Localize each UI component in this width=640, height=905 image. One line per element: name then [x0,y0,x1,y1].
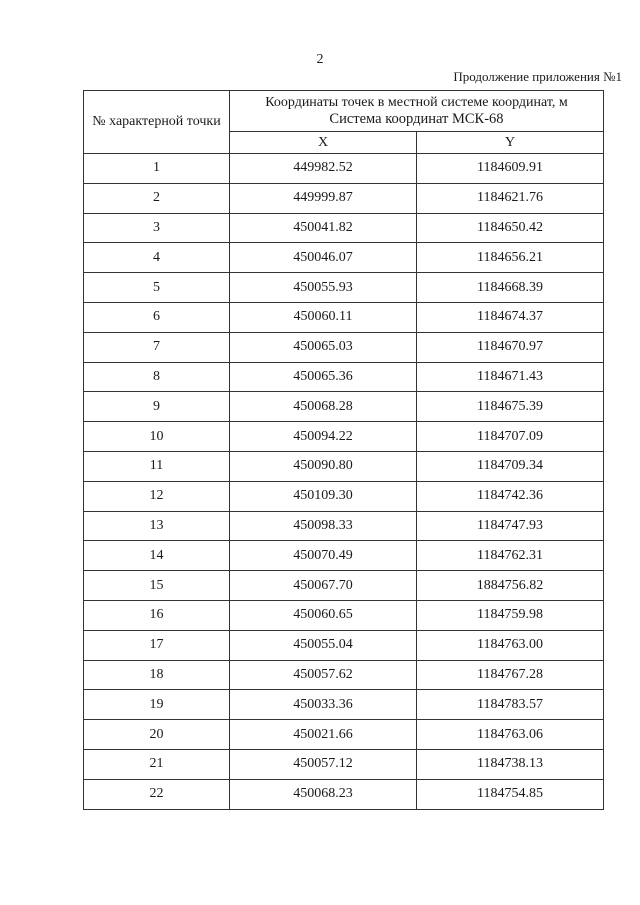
point-number-cell: 17 [84,630,230,660]
point-number-cell: 19 [84,690,230,720]
header-x: X [230,132,417,154]
y-coordinate-cell: 1184783.57 [417,690,604,720]
table-row [84,451,604,481]
x-coordinate-cell: 450109.30 [230,481,417,511]
y-coordinate-cell: 1184675.39 [417,392,604,422]
x-coordinate-cell: 450065.36 [230,362,417,392]
y-coordinate-cell: 1184754.85 [417,779,604,809]
point-number-cell: 3 [84,213,230,243]
y-coordinate-cell: 1184759.98 [417,600,604,630]
x-coordinate-cell: 450060.65 [230,600,417,630]
y-coordinate-cell: 1184709.34 [417,451,604,481]
table-row [84,362,604,392]
point-number-cell: 11 [84,451,230,481]
point-number-cell: 21 [84,749,230,779]
x-coordinate-cell: 450067.70 [230,571,417,601]
y-coordinate-cell: 1184621.76 [417,183,604,213]
y-coordinate-cell: 1184763.00 [417,630,604,660]
y-coordinate-cell: 1184674.37 [417,302,604,332]
table-row [84,302,604,332]
point-number-cell: 18 [84,660,230,690]
point-number-cell: 14 [84,541,230,571]
x-coordinate-cell: 450098.33 [230,511,417,541]
x-coordinate-cell: 450057.62 [230,660,417,690]
table-row [84,630,604,660]
y-coordinate-cell: 1184738.13 [417,749,604,779]
x-coordinate-cell: 449982.52 [230,154,417,184]
table-row [84,720,604,750]
header-coordinate-system: Система координат МСК-68 [329,111,504,127]
table-row [84,422,604,452]
y-coordinate-cell: 1184747.93 [417,511,604,541]
point-number-cell: 12 [84,481,230,511]
y-coordinate-cell: 1184767.28 [417,660,604,690]
point-number-cell: 10 [84,422,230,452]
y-coordinate-cell: 1184671.43 [417,362,604,392]
table-row [84,392,604,422]
point-number-cell: 16 [84,600,230,630]
y-coordinate-cell: 1884756.82 [417,571,604,601]
table-row [84,511,604,541]
x-coordinate-cell: 450068.28 [230,392,417,422]
page-number: 2 [316,52,324,67]
point-number-cell: 15 [84,571,230,601]
table-row [84,600,604,630]
point-number-cell: 13 [84,511,230,541]
x-coordinate-cell: 450065.03 [230,332,417,362]
point-number-cell: 7 [84,332,230,362]
point-number-cell: 9 [84,392,230,422]
header-coordinates [230,91,604,132]
table-row [84,690,604,720]
y-coordinate-cell: 1184650.42 [417,213,604,243]
point-number-cell: 20 [84,720,230,750]
table-row [84,273,604,303]
x-coordinate-cell: 450070.49 [230,541,417,571]
y-coordinate-cell: 1184668.39 [417,273,604,303]
table-row [84,183,604,213]
x-coordinate-cell: 450055.93 [230,273,417,303]
table-row [84,154,604,184]
table-row [84,749,604,779]
point-number-cell: 4 [84,243,230,273]
header-y: Y [417,132,604,154]
appendix-label: Продолжение приложения №1 [453,69,622,84]
y-coordinate-cell: 1184656.21 [417,243,604,273]
table-body [84,154,604,810]
coordinates-table [83,90,604,810]
table-row [84,243,604,273]
table-row [84,571,604,601]
y-coordinate-cell: 1184707.09 [417,422,604,452]
x-coordinate-cell: 450021.66 [230,720,417,750]
point-number-cell: 6 [84,302,230,332]
x-coordinate-cell: 450060.11 [230,302,417,332]
table-row [84,660,604,690]
header-coordinates-title: Координаты точек в местной системе координат, м [265,95,568,110]
x-coordinate-cell: 450046.07 [230,243,417,273]
x-coordinate-cell: 450068.23 [230,779,417,809]
x-coordinate-cell: 450055.04 [230,630,417,660]
point-number-cell: 2 [84,183,230,213]
y-coordinate-cell: 1184742.36 [417,481,604,511]
y-coordinate-cell: 1184670.97 [417,332,604,362]
table-row [84,332,604,362]
x-coordinate-cell: 450090.80 [230,451,417,481]
point-number-cell: 5 [84,273,230,303]
x-coordinate-cell: 450033.36 [230,690,417,720]
point-number-cell: 1 [84,154,230,184]
y-coordinate-cell: 1184762.31 [417,541,604,571]
x-coordinate-cell: 450094.22 [230,422,417,452]
point-number-cell: 22 [84,779,230,809]
table-row [84,481,604,511]
x-coordinate-cell: 450041.82 [230,213,417,243]
table-row [84,213,604,243]
point-number-cell: 8 [84,362,230,392]
header-point-number: № характерной точки [84,91,230,154]
y-coordinate-cell: 1184609.91 [417,154,604,184]
table-row [84,541,604,571]
y-coordinate-cell: 1184763.06 [417,720,604,750]
table-row [84,779,604,809]
x-coordinate-cell: 450057.12 [230,749,417,779]
x-coordinate-cell: 449999.87 [230,183,417,213]
